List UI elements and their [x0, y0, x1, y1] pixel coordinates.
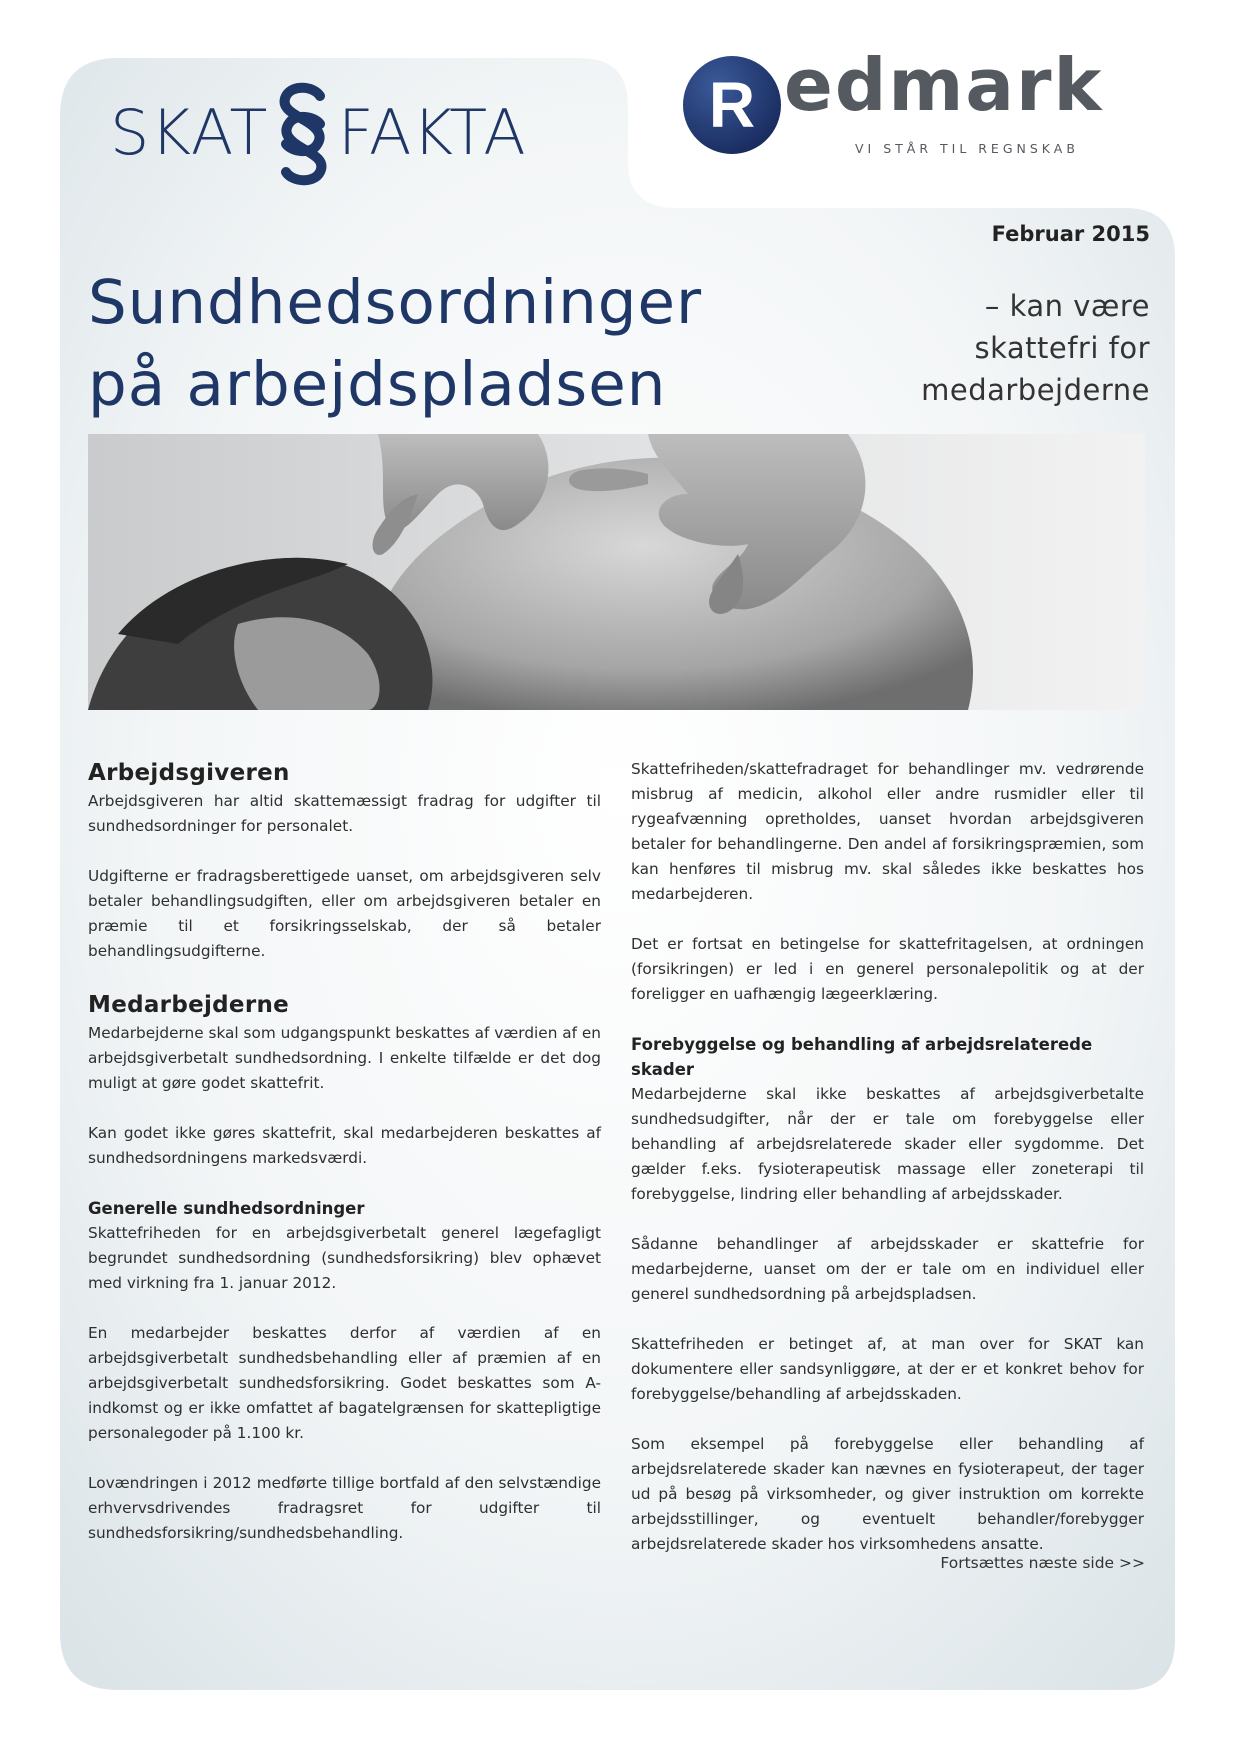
skat-logo-left: SKAT: [110, 96, 269, 169]
redmark-wordmark: edmark: [784, 43, 1104, 127]
paragraph: Medarbejderne skal ikke beskattes af arbejdsgiverbetalte sundhedsudgifter, når der er tale om forebyggelse eller behandling af arbejdsrelaterede skader eller sygdomme. Det gælder f.eks. fysioterapeutisk massage eller zoneterapi til forebyggelse, lindring eller behandling af arbejdsskader.: [631, 1085, 1144, 1203]
paragraph-icon: [270, 82, 336, 186]
paragraph: Skattefriheden er betinget af, at man over for SKAT kan dokumentere eller sandsynliggøre, at der er et konkret behov for forebyggelse/behandling af arbejdsskaden.: [631, 1335, 1144, 1403]
subtitle: [921, 285, 1150, 411]
skat-logo-right: FAKTA: [338, 96, 527, 169]
subtitle-line-3: medarbejderne: [921, 373, 1150, 407]
paragraph: Arbejdsgiveren har altid skattemæssigt fradrag for udgifter til sundhedsordninger for personalet.: [88, 792, 601, 835]
massage-photo: [88, 434, 1145, 710]
redmark-tagline: VI STÅR TIL REGNSKAB: [855, 141, 1079, 156]
redmark-logo: [682, 43, 1182, 165]
paragraph: Det er fortsat en betingelse for skattefritagelsen, at ordningen (forsikringen) er led i en generel personalepolitik og at der foreligger en uafhængig lægeerklæring.: [631, 935, 1144, 1003]
subtitle-line-1: – kan være: [984, 289, 1150, 323]
heading-generelle-sundhedsordninger: Generelle sundhedsordninger: [88, 1199, 365, 1218]
paragraph: Skattefriheden for en arbejdsgiverbetalt generel lægefagligt begrundet sundhedsordning (sundhedsforsikring) blev ophævet med virkning fra 1. januar 2012.: [88, 1224, 601, 1292]
continue-next-page-link[interactable]: Fortsættes næste side >>: [940, 1554, 1145, 1572]
title-line-2: på arbejdspladsen: [88, 349, 667, 420]
paragraph: Skattefriheden/skattefradraget for behandlinger mv. vedrørende misbrug af medicin, alkohol eller andre rusmidler eller til rygeafvænning opretholdes, uanset hvordan arbejdsgiveren betaler for behandlingerne. Den andel af forsikringspræmien, som kan henføres til misbrug mv. skal således ikke beskattes hos medarbejderen.: [631, 760, 1144, 903]
paragraph: Udgifterne er fradragsberettigede uanset, om arbejdsgiveren selv betaler behandlingsudgiften, eller om arbejdsgiveren betaler en præmie til et forsikringsselskab, der så betaler behandlingsudgifterne.: [88, 867, 601, 960]
skat-fakta-logo: [110, 92, 580, 182]
paragraph: En medarbejder beskattes derfor af værdien af en arbejdsgiverbetalt sundhedsbehandling eller af præmien af en arbejdsgiverbetalt sundhedsforsikring. Godet beskattes som A-indkomst og er ikke omfattet af bagatelgrænsen for skattepligtige personalegoder på 1.100 kr.: [88, 1324, 601, 1442]
redmark-emblem-icon: [682, 55, 782, 155]
heading-forebyggelse: Forebyggelse og behandling af arbejdsrelaterede skader: [631, 1035, 1093, 1079]
paragraph: Medarbejderne skal som udgangspunkt beskattes af værdien af en arbejdsgiverbetalt sundhedsordning. I enkelte tilfælde er det dog muligt at gøre godet skattefrit.: [88, 1024, 601, 1092]
heading-arbejdsgiveren: Arbejdsgiveren: [88, 760, 290, 786]
paragraph: Sådanne behandlinger af arbejdsskader er skattefrie for medarbejderne, uanset om der er tale om en individuel eller generel sundhedsordning på arbejdspladsen.: [631, 1235, 1144, 1303]
right-column: [631, 757, 1144, 1582]
redmark-initial: R: [708, 69, 756, 141]
title-line-1: Sundhedsordninger: [88, 267, 703, 338]
left-column: [88, 757, 601, 1571]
paragraph: Som eksempel på forebyggelse eller behandling af arbejdsrelaterede skader kan nævnes en fysioterapeut, der tager ud på besøg på virksomheder, og giver instruktion om korrekte arbejdsstillinger, og eventuelt behandler/forebygger arbejdsrelaterede skader hos virksomhedens ansatte.: [631, 1435, 1144, 1553]
paragraph: Lovændringen i 2012 medførte tillige bortfald af den selvstændige erhvervsdrivendes fradragsret for udgifter til sundhedsforsikring/sundhedsbehandling.: [88, 1474, 601, 1542]
paragraph: Kan godet ikke gøres skattefrit, skal medarbejderen beskattes af sundhedsordningens markedsværdi.: [88, 1124, 601, 1167]
page-title: [88, 262, 702, 426]
issue-date: Februar 2015: [991, 222, 1150, 246]
subtitle-line-2: skattefri for: [974, 331, 1150, 365]
heading-medarbejderne: Medarbejderne: [88, 992, 290, 1018]
